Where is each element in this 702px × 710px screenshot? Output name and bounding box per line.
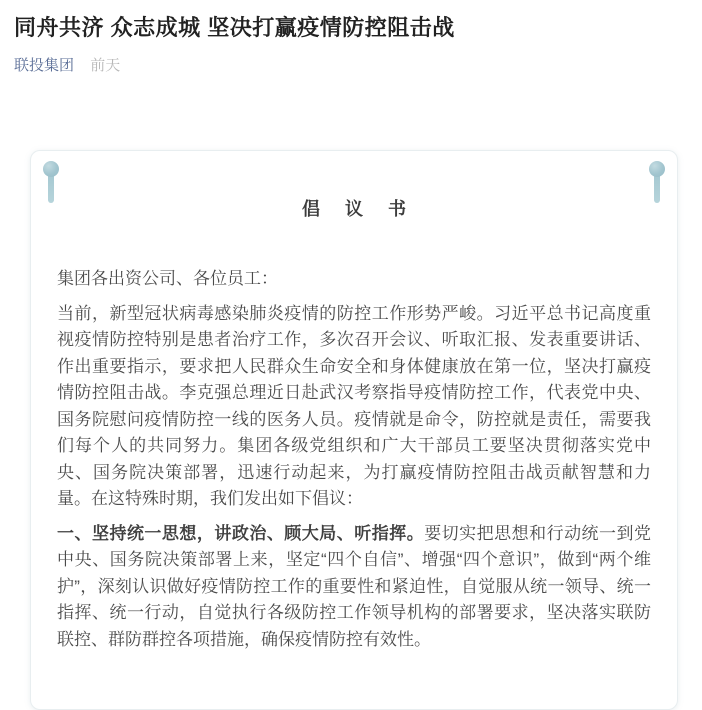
pushpin-icon xyxy=(649,161,665,203)
pushpin-stem xyxy=(48,173,54,203)
article-title: 同舟共济 众志成城 坚决打赢疫情防控阻击战 xyxy=(14,15,455,40)
article-meta xyxy=(14,57,688,75)
proposal-heading: 倡 议 书 xyxy=(301,199,416,219)
body-paragraph xyxy=(57,301,651,513)
paragraph-text: 当前，新型冠状病毒感染肺炎疫情的防控工作形势严峻。习近平总书记高度重视疫情防控特别是患者治疗工作，多次召开会议、听取汇报、发表重要讲话、作出重要指示，要求把人民群众生命安全和身体健康放在第一位，坚决打赢疫情防控阻击战。李克强总理近日赴武汉考察指导疫情防控工作，代表党中央、国务院慰问疫情防控一线的医务人员。疫情就是命令，防控就是责任，需要我们每个人的共同努力。集团各级党组织和广大干部员工要坚决贯彻落实党中央、国务院决策部署，迅速行动起来，为打赢疫情防控阻击战贡献智慧和力量。在这特殊时期，我们发出如下倡议： xyxy=(57,303,651,508)
pushpin-stem xyxy=(654,173,660,203)
account-name-link[interactable]: 联投集团 xyxy=(14,56,75,74)
pushpin-head xyxy=(43,161,59,177)
article-header xyxy=(0,0,702,75)
paragraph-text: 要切实把思想和行动统一到党中央、国务院决策部署上来，坚定“四个自信”、增强“四个意识”，做到“两个维护”，深刻认识做好疫情防控工作的重要性和紧迫性，自觉服从统一领导、统一指挥、统一行动，自觉执行各级防控工作领导机构的部署要求，坚决落实联防联控、群防群控各项措施，确保疫情防控有效性。 xyxy=(57,523,652,649)
pushpin-icon xyxy=(43,161,59,203)
salutation-line: 集团各出资公司、各位员工： xyxy=(57,269,278,288)
proposal-card xyxy=(30,150,678,710)
paragraph-bold-lead: 一、坚持统一思想，讲政治、顾大局、听指挥。 xyxy=(57,523,425,543)
pushpin-head xyxy=(649,161,665,177)
proposal-body xyxy=(31,222,677,653)
publish-time: 前天 xyxy=(90,56,121,74)
body-paragraph xyxy=(57,521,651,654)
